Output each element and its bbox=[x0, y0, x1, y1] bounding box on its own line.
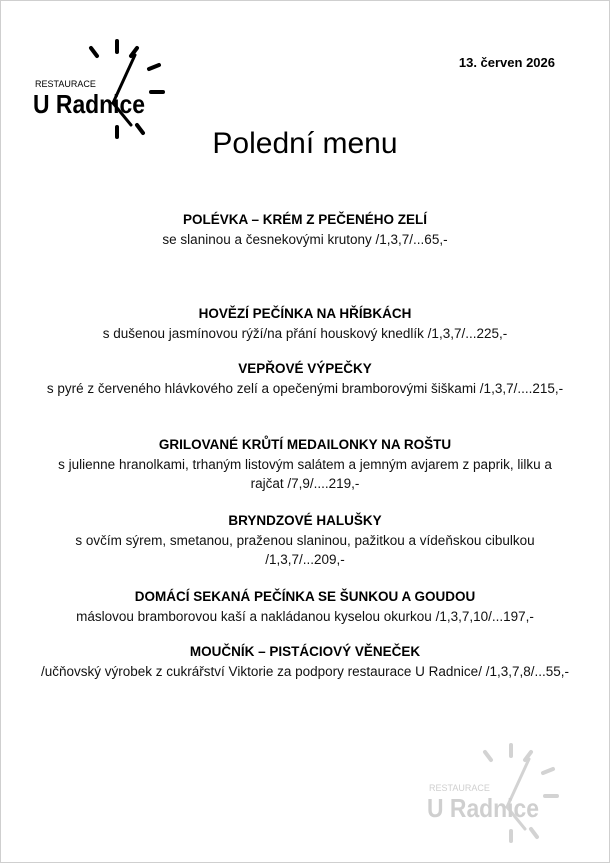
dish-description: s julienne hranolkami, trhaným listovým salátem a jemným avjarem z paprik, lilku a rajčat /7,9/....219,- bbox=[58, 456, 552, 491]
restaurant-logo bbox=[31, 37, 171, 141]
dish-name: HOVĚZÍ PEČÍNKA NA HŘÍBKÁCH bbox=[198, 306, 412, 321]
dish-description: s ovčím sýrem, smetanou, praženou slaninou, pažitkou a vídeňskou cibulkou /1,3,7/...209,- bbox=[75, 532, 535, 567]
dish-name: DOMÁCÍ SEKANÁ PEČÍNKA SE ŠUNKOU A GOUDOU bbox=[134, 589, 476, 604]
logo-name-text: U Radnice bbox=[33, 89, 145, 119]
dish-description: s dušenou jasmínovou rýží/na přání houskový knedlík /1,3,7/...225,- bbox=[102, 325, 508, 341]
menu-item bbox=[41, 435, 569, 494]
clock-logo-watermark-icon bbox=[425, 741, 565, 845]
dish-name: GRILOVANÉ KRŮTÍ MEDAILONKY NA ROŠTU bbox=[158, 437, 452, 452]
logo-small-text: RESTAURACE bbox=[35, 79, 96, 89]
dish-name: VEPŘOVÉ VÝPEČKY bbox=[238, 361, 372, 376]
menu-item bbox=[41, 304, 569, 343]
dish-description: /učňovský výrobek z cukrářství Viktorie za podpory restaurace U Radnice/ /1,3,7,8/...55,- bbox=[41, 663, 569, 679]
clock-logo-icon bbox=[31, 37, 171, 141]
dish-description: s pyré z červeného hlávkového zelí a opečenými bramborovými šiškami /1,3,7/....215,- bbox=[46, 380, 564, 396]
watermark-logo bbox=[425, 741, 565, 845]
menu-item bbox=[41, 511, 569, 570]
menu-date: 13. červen 2026 bbox=[458, 55, 555, 70]
watermark-name-text: U Radnice bbox=[427, 793, 539, 823]
dish-description: se slaninou a česnekovými krutony /1,3,7/...65,- bbox=[162, 231, 448, 247]
menu-item bbox=[41, 587, 569, 626]
dish-name: BRYNDZOVÉ HALUŠKY bbox=[228, 513, 382, 528]
dish-name: POLÉVKA – KRÉM Z PEČENÉHO ZELÍ bbox=[182, 212, 428, 227]
watermark-small-text: RESTAURACE bbox=[429, 783, 490, 793]
menu-item bbox=[41, 642, 569, 681]
page-title: Polední menu bbox=[212, 127, 398, 160]
menu-item bbox=[41, 210, 569, 249]
dish-description: máslovou bramborovou kaší a nakládanou kyselou okurkou /1,3,7,10/...197,- bbox=[76, 608, 534, 624]
dish-name: MOUČNÍK – PISTÁCIOVÝ VĚNEČEK bbox=[189, 644, 421, 659]
menu-item bbox=[41, 359, 569, 398]
